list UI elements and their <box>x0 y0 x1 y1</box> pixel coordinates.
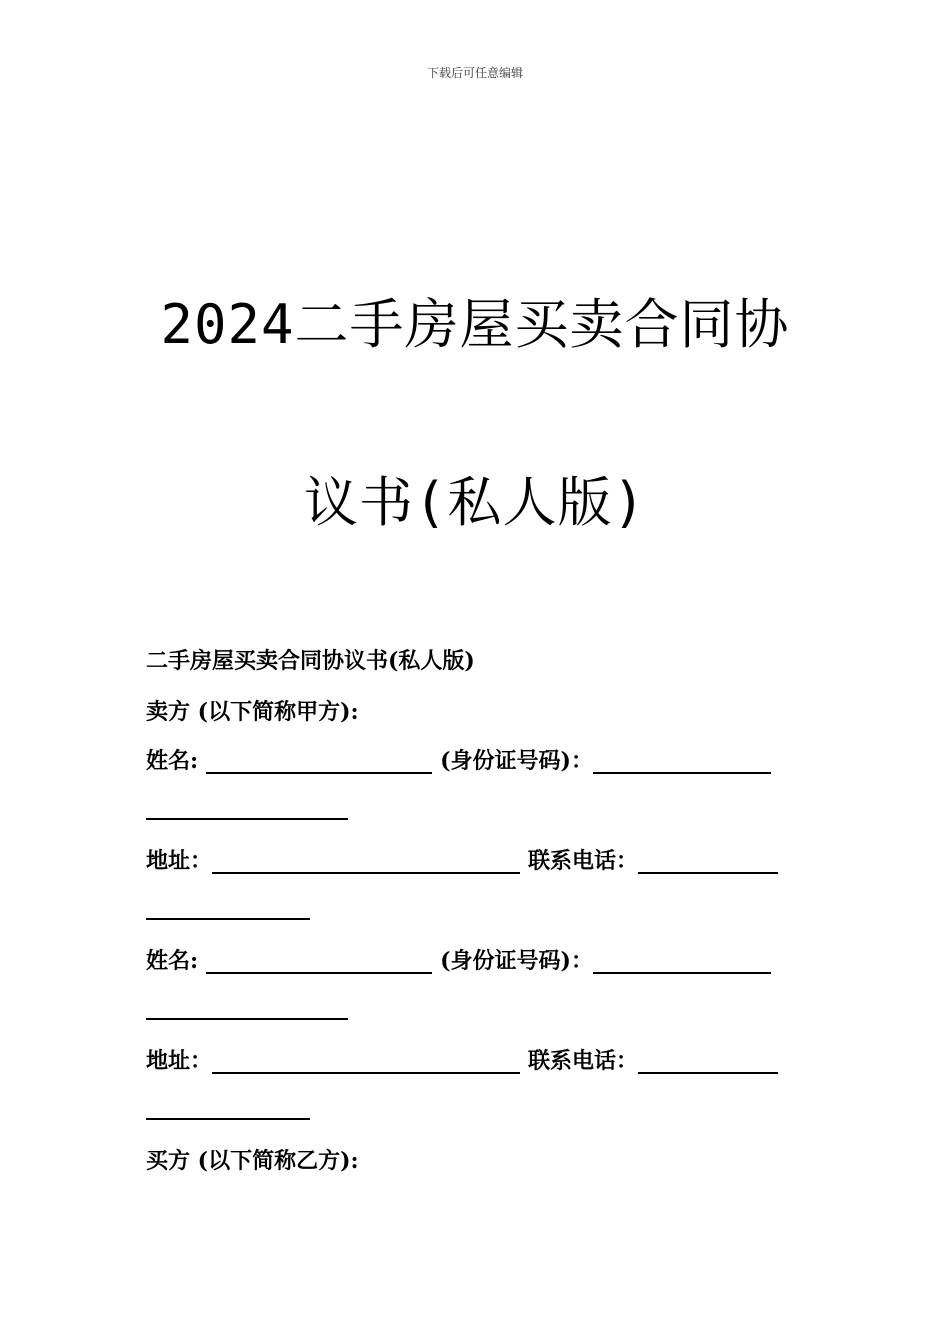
seller-1-id-continuation-row <box>146 796 808 822</box>
seller-2-name-row <box>146 946 808 976</box>
phone-blank[interactable] <box>638 1050 778 1074</box>
buyer-heading: 买方 (以下简称乙方): <box>146 1148 359 1174</box>
name-label: 姓名: <box>146 948 199 974</box>
address-label: 地址： <box>146 848 213 874</box>
seller-heading: 卖方 (以下简称甲方): <box>146 699 359 725</box>
id-blank-continued[interactable] <box>146 996 348 1020</box>
name-blank[interactable] <box>206 950 432 974</box>
seller-1-name-row <box>146 746 808 776</box>
document-name: 二手房屋买卖合同协议书(私人版) <box>146 648 475 674</box>
seller-2-phone-continuation-row <box>146 1096 808 1122</box>
seller-2-address-row <box>146 1046 808 1076</box>
seller-1-address-row <box>146 846 808 876</box>
phone-blank-continued[interactable] <box>146 1096 310 1120</box>
document-title-line-2: 议书(私人版) <box>303 471 647 534</box>
phone-blank-continued[interactable] <box>146 896 310 920</box>
name-label: 姓名: <box>146 748 199 774</box>
buyer-heading-line <box>146 1146 808 1176</box>
address-label: 地址： <box>146 1048 213 1074</box>
seller-2-id-continuation-row <box>146 996 808 1022</box>
document-name-line <box>146 646 808 676</box>
document-title-line-1: 2024二手房屋买卖合同协 <box>160 293 790 356</box>
id-label: (身份证号码)： <box>440 948 593 974</box>
address-blank[interactable] <box>212 850 520 874</box>
name-blank[interactable] <box>206 750 432 774</box>
address-blank[interactable] <box>212 1050 520 1074</box>
id-blank-continued[interactable] <box>146 796 348 820</box>
phone-label: 联系电话： <box>528 1048 639 1074</box>
page-header-note: 下载后可任意编辑 <box>426 66 523 80</box>
seller-heading-line <box>146 697 808 727</box>
seller-1-phone-continuation-row <box>146 896 808 922</box>
phone-label: 联系电话： <box>528 848 639 874</box>
id-blank[interactable] <box>593 950 771 974</box>
id-blank[interactable] <box>593 750 771 774</box>
id-label: (身份证号码)： <box>440 748 593 774</box>
phone-blank[interactable] <box>638 850 778 874</box>
